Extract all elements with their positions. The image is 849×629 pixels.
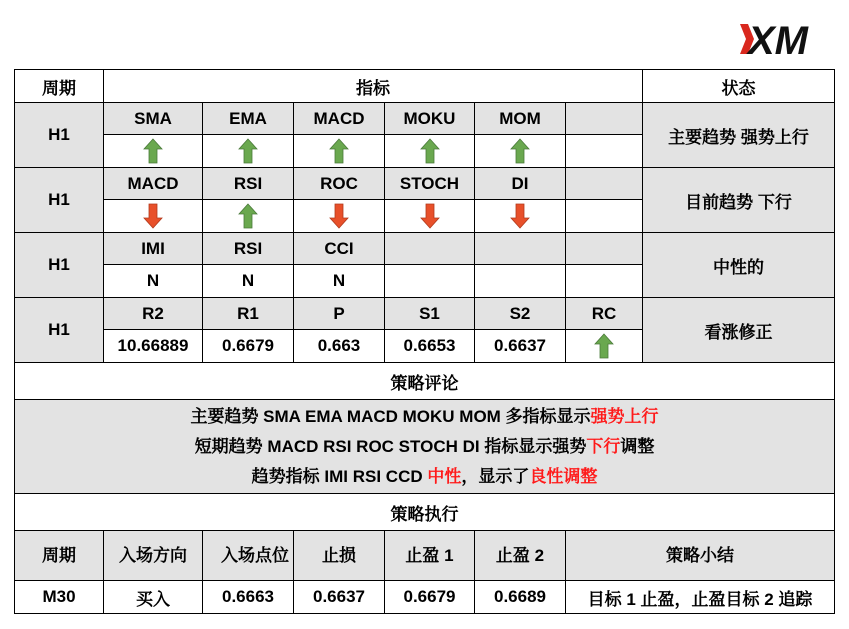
- arrow-up-icon: [510, 138, 530, 164]
- indicator-label: [566, 103, 643, 135]
- pivot-value: 0.6653: [385, 330, 475, 363]
- arrow-down-icon: [143, 203, 163, 229]
- pivot-label: S1: [385, 298, 475, 330]
- block4-period: H1: [15, 298, 104, 363]
- signal-cell: [566, 135, 643, 168]
- indicator-label: [385, 233, 475, 265]
- indicator-value: N: [294, 265, 385, 298]
- block3-status: 中性的: [643, 233, 835, 298]
- pivot-label: RC: [566, 298, 643, 330]
- pivot-value: 10.66889: [104, 330, 203, 363]
- arrow-up-icon: [420, 138, 440, 164]
- comment-title: 策略评论: [15, 363, 835, 400]
- block4-status: 看涨修正: [643, 298, 835, 363]
- block3-period: H1: [15, 233, 104, 298]
- signal-cell: [385, 200, 475, 233]
- arrow-down-icon: [420, 203, 440, 229]
- indicator-value: N: [104, 265, 203, 298]
- exec-tp1: 0.6679: [385, 581, 475, 614]
- pivot-value: 0.663: [294, 330, 385, 363]
- indicator-label: MACD: [104, 168, 203, 200]
- pivot-label: P: [294, 298, 385, 330]
- signal-cell: [566, 330, 643, 363]
- signal-cell: [475, 200, 566, 233]
- arrow-up-icon: [238, 203, 258, 229]
- comment-body: [15, 400, 835, 494]
- exec-header-tp1: 止盈 1: [385, 531, 475, 581]
- indicator-label: CCI: [294, 233, 385, 265]
- indicator-label: DI: [475, 168, 566, 200]
- signal-cell: [104, 200, 203, 233]
- header-status: 状态: [643, 70, 835, 103]
- pivot-label: S2: [475, 298, 566, 330]
- strategy-table: [14, 69, 835, 614]
- signal-cell: [566, 200, 643, 233]
- header-period: 周期: [15, 70, 104, 103]
- exec-entry: 0.6663: [203, 581, 294, 614]
- signal-cell: [294, 200, 385, 233]
- exec-header-summary: 策略小结: [566, 531, 835, 581]
- indicator-label: EMA: [203, 103, 294, 135]
- indicator-label: MOM: [475, 103, 566, 135]
- exec-header-stoploss: 止损: [294, 531, 385, 581]
- indicator-label: [566, 168, 643, 200]
- arrow-down-icon: [510, 203, 530, 229]
- arrow-down-icon: [329, 203, 349, 229]
- exec-direction: 买入: [104, 581, 203, 614]
- arrow-up-icon: [143, 138, 163, 164]
- indicator-value: [566, 265, 643, 298]
- comment-line-3: 趋势指标 IMI RSI CCD 中性，显示了良性调整: [251, 466, 598, 486]
- comment-line-2: 短期趋势 MACD RSI ROC STOCH DI 指标显示强势下行调整: [194, 436, 655, 456]
- exec-header-period: 周期: [15, 531, 104, 581]
- signal-cell: [203, 135, 294, 168]
- svg-text:XM: XM: [748, 19, 808, 62]
- exec-header-direction: 入场方向: [104, 531, 203, 581]
- header-indicator: 指标: [104, 70, 643, 103]
- block2-status: 目前趋势 下行: [643, 168, 835, 233]
- exec-tp2: 0.6689: [475, 581, 566, 614]
- block2-period: H1: [15, 168, 104, 233]
- block1-status: 主要趋势 强势上行: [643, 103, 835, 168]
- indicator-value: [475, 265, 566, 298]
- indicator-value: N: [203, 265, 294, 298]
- indicator-label: RSI: [203, 168, 294, 200]
- indicator-label: MACD: [294, 103, 385, 135]
- indicator-label: [566, 233, 643, 265]
- indicator-label: [475, 233, 566, 265]
- signal-cell: [294, 135, 385, 168]
- indicator-label: RSI: [203, 233, 294, 265]
- pivot-label: R1: [203, 298, 294, 330]
- indicator-value: [385, 265, 475, 298]
- exec-header-tp2: 止盈 2: [475, 531, 566, 581]
- signal-cell: [475, 135, 566, 168]
- indicator-label: IMI: [104, 233, 203, 265]
- exec-header-entry: 入场点位: [203, 531, 294, 581]
- comment-line-1: 主要趋势 SMA EMA MACD MOKU MOM 多指标显示强势上行: [190, 406, 659, 426]
- arrow-up-icon: [594, 333, 614, 359]
- pivot-label: R2: [104, 298, 203, 330]
- execution-title: 策略执行: [15, 494, 835, 531]
- exec-period: M30: [15, 581, 104, 614]
- pivot-value: 0.6637: [475, 330, 566, 363]
- xm-logo: [738, 16, 834, 62]
- arrow-up-icon: [238, 138, 258, 164]
- signal-cell: [203, 200, 294, 233]
- exec-summary: 目标 1 止盈，止盈目标 2 追踪: [566, 581, 835, 614]
- pivot-value: 0.6679: [203, 330, 294, 363]
- indicator-label: SMA: [104, 103, 203, 135]
- indicator-label: MOKU: [385, 103, 475, 135]
- exec-stoploss: 0.6637: [294, 581, 385, 614]
- signal-cell: [104, 135, 203, 168]
- signal-cell: [385, 135, 475, 168]
- block1-period: H1: [15, 103, 104, 168]
- arrow-up-icon: [329, 138, 349, 164]
- indicator-label: ROC: [294, 168, 385, 200]
- indicator-label: STOCH: [385, 168, 475, 200]
